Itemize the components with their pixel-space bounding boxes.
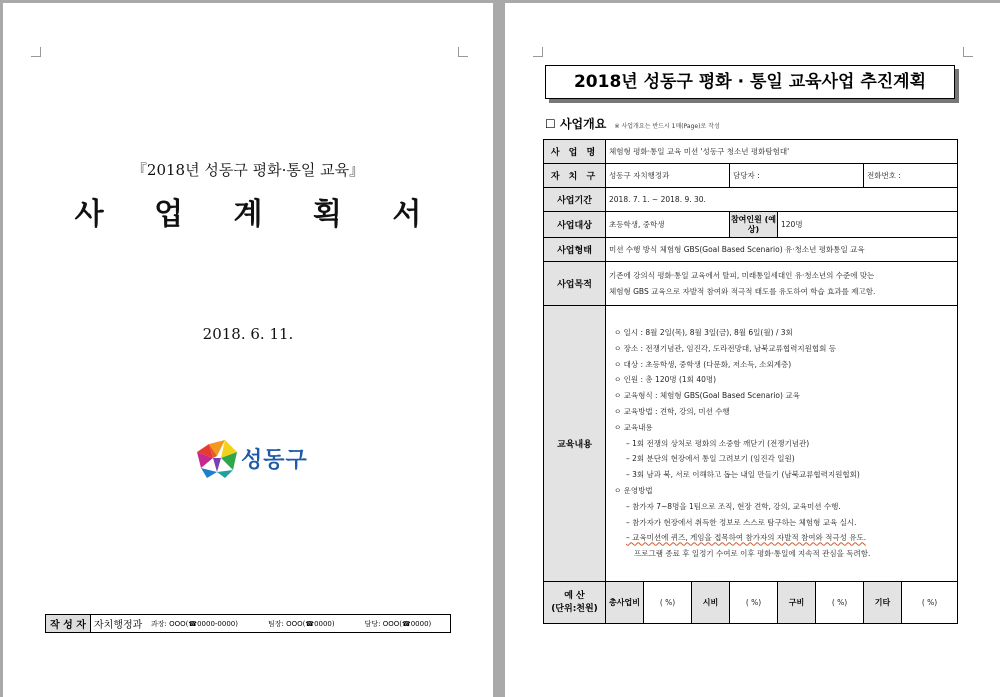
crop-mark (458, 47, 468, 57)
budget-item-value: ( %) (816, 582, 864, 624)
writer-contact-team: 팀장: OOO(☎0000) (267, 619, 335, 628)
table-row (544, 238, 958, 262)
row-label: 사업목적 (544, 262, 606, 306)
budget-item-value: ( %) (644, 582, 692, 624)
budget-item-name: 시비 (692, 582, 730, 624)
content-line: ㅇ 대상 : 초등학생, 중학생 (다문화, 저소득, 소외계층) (614, 359, 792, 369)
phone-field: 전화번호 : (864, 164, 958, 188)
budget-item-name: 총사업비 (606, 582, 644, 624)
table-row (544, 262, 958, 306)
row-value: 성동구 자치행정과 (606, 164, 730, 188)
row-label: 사업대상 (544, 212, 606, 238)
row-label: 자 치 구 (544, 164, 606, 188)
content-line: ㅇ 교육내용 (614, 422, 653, 432)
budget-item-name: 기타 (864, 582, 902, 624)
crop-mark (963, 47, 973, 57)
attend-value: 120명 (778, 212, 958, 238)
table-row (544, 212, 958, 238)
goal-line: 체험형 GBS 교육으로 자발적 참여와 적극적 태도를 유도하여 학습 효과를 제고함. (609, 286, 876, 296)
goal-line: 기존에 강의식 평화·통일 교육에서 탈피, 미래통일세대인 유·청소년의 수준에 맞는 (609, 270, 875, 280)
section-header (545, 115, 720, 132)
crop-mark (31, 47, 41, 57)
row-label: 사업기간 (544, 188, 606, 212)
table-row (544, 306, 958, 582)
logo-mark-icon (193, 438, 239, 480)
seongdong-logo (193, 438, 313, 480)
attend-label: 참여인원 (예상) (730, 212, 778, 238)
cover-date: 2018. 6. 11. (202, 325, 294, 343)
content-line: – 3회 남과 북, 서로 이해하고 돕는 내일 만들기 (남북교류협력지원협회) (626, 470, 860, 480)
content-line: ㅇ 일시 : 8월 2일(목), 8월 3일(금), 8월 6일(월) / 3회 (614, 328, 793, 338)
content-line: – 참가자 7~8명을 1팀으로 조직, 현장 견학, 강의, 교육미션 수행. (626, 501, 841, 511)
row-label: 사 업 명 (544, 140, 606, 164)
budget-item-name: 구비 (778, 582, 816, 624)
writer-contact-staff: 담당: OOO(☎0000) (364, 619, 432, 628)
plan-table (543, 139, 958, 624)
content-line: ㅇ 인원 : 총 120명 (1회 40명) (614, 375, 717, 385)
crop-mark (533, 47, 543, 57)
content-line: ㅇ 장소 : 전쟁기념관, 임진각, 도라전망대, 남북교류협력지원협회 등 (614, 343, 836, 353)
budget-item-value: ( %) (902, 582, 958, 624)
writer-dept: 자치행정과 (94, 620, 143, 631)
section-note: ※ 사업개요는 반드시 1매(Page)로 작성 (614, 123, 720, 130)
content-line: – 참가자가 현장에서 취득한 정보로 스스로 탐구하는 체험형 교육 실시. (626, 517, 857, 527)
table-row (544, 140, 958, 164)
budget-label (544, 582, 606, 624)
row-label: 사업형태 (544, 238, 606, 262)
plan-page (505, 3, 1000, 697)
manager-field: 담당자 : (730, 164, 864, 188)
content-line: 프로그램 종료 후 일정기 수여로 이후 평화·통일에 지속적 관심을 독려함. (634, 549, 871, 559)
content-line: – 교육미션에 퀴즈, 게임을 접목하여 참가자의 자발적 참여와 적극성 유도. (626, 533, 867, 543)
row-label: 교육내용 (544, 306, 606, 582)
row-value: 미션 수행 방식 체험형 GBS(Goal Based Scenario) 유·청소년 평화통일 교육 (606, 238, 958, 262)
content-line: ㅇ 운영방법 (614, 485, 653, 495)
row-value: 2018. 7. 1. ~ 2018. 9. 30. (606, 188, 958, 212)
logo-text: 성동구 (241, 448, 308, 473)
budget-label-main: 예 산 (564, 590, 585, 601)
content-line: ㅇ 교육방법 : 견학, 강의, 미션 수행 (614, 407, 730, 416)
writer-box (45, 614, 451, 633)
cover-page (3, 3, 493, 697)
cover-title: 사 업 계 획 서 (74, 197, 442, 232)
writer-contact-chief: 과장: OOO(☎0000-0000) (151, 619, 238, 628)
table-row (544, 582, 958, 624)
content-line: – 1회 전쟁의 상처로 평화의 소중함 깨닫기 (전쟁기념관) (626, 438, 810, 448)
content-line: – 2회 분단의 현장에서 통일 그려보기 (임진각 일원) (626, 454, 795, 464)
table-row (544, 188, 958, 212)
plan-title: 2018년 성동구 평화 · 통일 교육사업 추진계획 (545, 65, 955, 99)
checkbox-icon: ☐ (545, 117, 556, 131)
budget-label-unit: (단위:천원) (551, 603, 598, 614)
row-value: 체험형 평화·통일 교육 미션 '성동구 청소년 평화탐험대' (606, 140, 958, 164)
content-line: ㅇ 교육형식 : 체험형 GBS(Goal Based Scenario) 교육 (614, 391, 800, 401)
row-value (606, 262, 958, 306)
content-cell (606, 306, 958, 582)
row-value: 초등학생, 중학생 (606, 212, 730, 238)
table-row (544, 164, 958, 188)
cover-subtitle: 『2018년 성동구 평화·통일 교육』 (131, 161, 365, 179)
budget-item-value: ( %) (730, 582, 778, 624)
section-title: 사업개요 (559, 117, 607, 131)
writer-label: 작 성 자 (46, 615, 91, 632)
